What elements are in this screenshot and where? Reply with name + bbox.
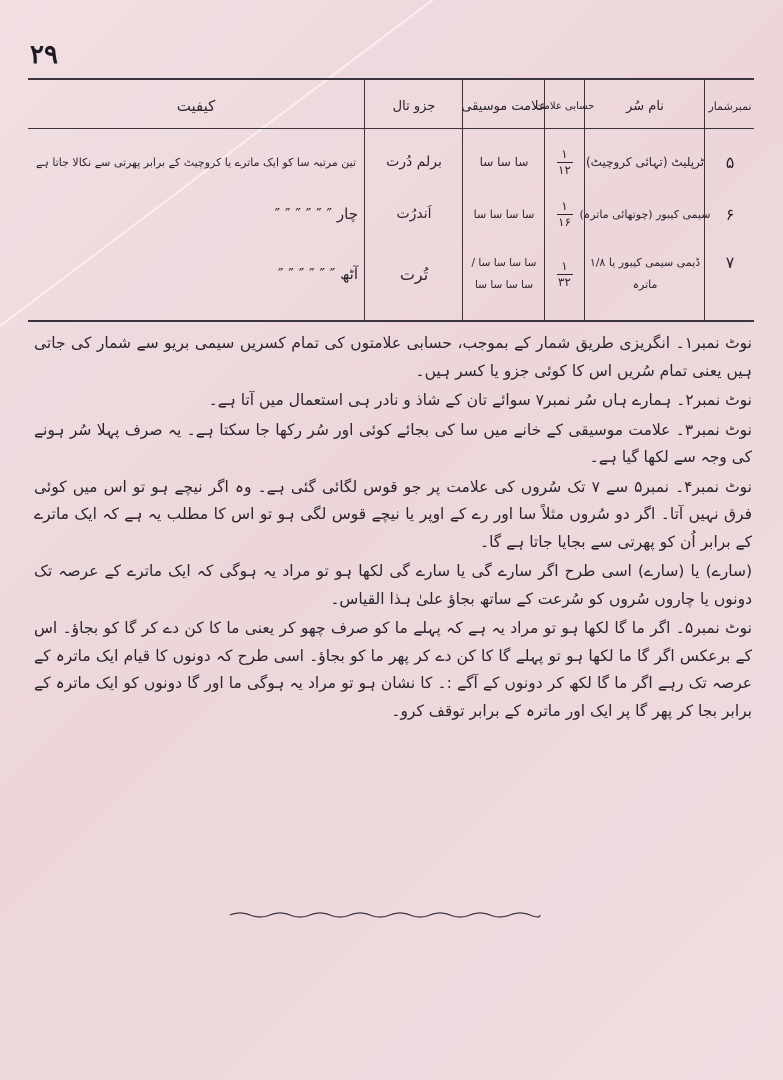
frac-denominator: ۱۶ — [558, 214, 571, 229]
row-serial: ۶ — [725, 204, 735, 224]
frac-denominator: ۱۲ — [558, 162, 571, 177]
frac-numerator: ۱ — [561, 146, 568, 161]
header-divider — [28, 128, 754, 129]
header-description: کیفیت — [176, 97, 216, 115]
header-taal-part: جزو تال — [392, 98, 436, 114]
note-paragraph: نوٹ نمبر۵۔ اگر ما گا لکھا ہو تو مراد یہ ہے کہ پہلے ما کو صرف چھو کر یعنی ما کا کن دے کر گا کو بجاؤ۔ اس کے برعکس اگر گا ما لکھا ہو تو پہلے گا کا کن دے کر پھر ما کو بجاؤ۔ اسی طرح کہ دونوں کا قیام ایک ماترہ کے عرصہ تک رہے اگر ما گا لکھ کر دونوں کے آگے :۔ کا نشان ہو تو مراد یہ ہوگی ما اور گا دونوں کو ایک ماترہ کے برابر بجا کر پھر گا پر ایک اور ماترہ کے برابر توقف کرو۔ — [34, 619, 752, 720]
row-description: تین مرتبہ سا کو ایک ماترے یا کروچیٹ کے برابر پھرتی سے نکالا جاتا ہے — [35, 155, 357, 169]
table-row — [28, 136, 754, 188]
notes-section — [34, 330, 752, 727]
row-calc-sign — [545, 242, 584, 306]
table-row — [28, 242, 754, 306]
frac-denominator: ۳۲ — [558, 274, 571, 289]
header-calc-sign: حسابی علامت — [534, 100, 595, 112]
note-paragraph: نوٹ نمبر۳۔ علامت موسیقی کے خانے میں سا کی بجائے کوئی اور سُر رکھا جا سکتا ہے۔ یہ صرف پہلا سُر ہونے کی وجہ سے لکھا گیا ہے۔ — [34, 420, 752, 466]
header-note-name: نام سُر — [626, 98, 664, 114]
row-note-name: ٹرپلیٹ (تہائی کروچیٹ) — [586, 155, 704, 169]
end-ornament-rule — [230, 910, 540, 920]
page-number: ۲۹ — [30, 40, 58, 70]
header-music-sign: علامت موسیقی — [461, 98, 547, 114]
frac-numerator: ۱ — [561, 258, 568, 273]
row-note-name: سیمی کیبور (چوتھائی ماترہ) — [579, 207, 711, 221]
note-paragraph: (سارے) یا (سارے) اسی طرح اگر سارے گی یا سارے گی لکھا ہو تو مراد یہ ہوگی کہ ایک ماترے کے عرصہ تک دونوں یا چاروں سُروں کو سُرعت کے ساتھ بجاؤ علیٰ ہذا القیاس۔ — [34, 562, 752, 608]
row-note-name: ڈیمی سیمی کیبور یا ۱/۸ ماترہ — [589, 256, 701, 291]
note-paragraph: نوٹ نمبر۱۔ انگریزی طریق شمار کے بموجب، حسابی علامتوں کی تمام کسریں سیمی بریو سے شمار کی جاتی ہیں یعنی تمام سُریں اس کا کوئی جزو یا کسر ہیں۔ — [34, 334, 752, 380]
row-description: آٹھ ″ ″ ″ ″ ″ ″ — [277, 265, 358, 283]
row-calc-sign — [545, 188, 584, 240]
notation-table — [28, 78, 754, 322]
note-paragraph: نوٹ نمبر۴۔ نمبر۵ سے ۷ تک سُروں کی علامت پر جو قوس لگائی گئی ہے۔ وہ اگر نیچے ہو تو اس میں کوئی فرق نہیں آتا۔ اگر دو سُروں مثلاً سا اور رے کے اوپر یا نیچے قوس لگی ہو تو اس کا مطلب یہ ہے کہ ایک ماترے کے برابر اُن کو پھرتی سے بجایا جاتا ہے گا۔ — [34, 477, 752, 551]
note-paragraph: نوٹ نمبر۲۔ ہمارے ہاں سُر نمبر۷ سوائے تان کے شاذ و نادر ہی استعمال میں آتا ہے۔ — [208, 391, 752, 409]
row-serial: ۵ — [725, 152, 735, 172]
row-taal-part: برلم دُرت — [386, 154, 442, 170]
header-serial: نمبرشمار — [708, 99, 752, 113]
row-calc-sign — [545, 136, 584, 188]
table-row — [28, 188, 754, 240]
row-description: چار ″ ″ ″ ″ ″ ″ — [274, 205, 358, 223]
row-music-sign: سا سا سا سا / سا سا سا سا — [471, 257, 537, 291]
row-taal-part: اَندرُت — [396, 206, 432, 222]
frac-numerator: ۱ — [561, 198, 568, 213]
row-music-sign: سا سا سا — [479, 155, 529, 169]
row-serial: ۷ — [725, 252, 735, 272]
row-taal-part: تُرت — [399, 264, 429, 284]
row-music-sign: سا سا سا سا — [473, 207, 535, 221]
